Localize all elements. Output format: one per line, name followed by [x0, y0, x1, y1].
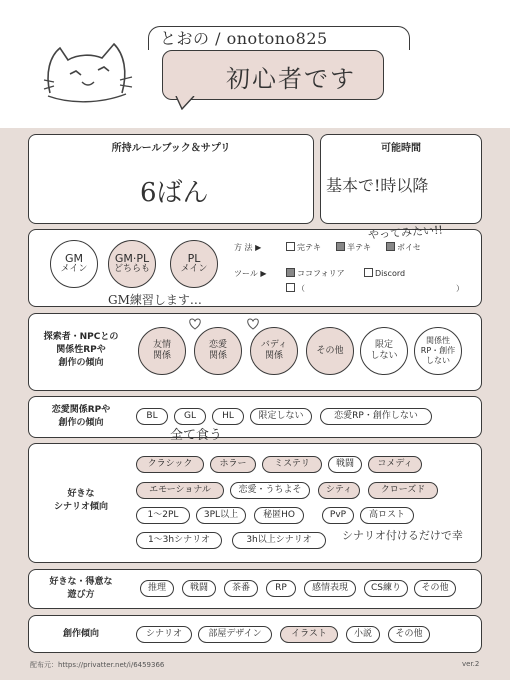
creation-room-design[interactable]: 部屋デザイン	[198, 626, 272, 643]
cat-doodle-icon	[40, 38, 140, 108]
rulebook-label: 所持ルールブック＆サプリ	[111, 143, 231, 154]
scenario-closed[interactable]: クローズド	[368, 482, 438, 499]
checkbox-checked-icon	[286, 268, 295, 277]
relation-buddy-l2: 関係	[264, 351, 283, 361]
scenario-3pl[interactable]: 3PL以上	[196, 507, 246, 524]
scenario-note: シナリオ付けるだけで幸	[342, 529, 463, 542]
relation-none-l3: しない	[426, 356, 450, 365]
relations-label	[34, 331, 128, 370]
tool-option-other[interactable]	[286, 283, 305, 294]
footer-version: ver.2	[462, 660, 480, 668]
relations-label-1: 探索者・NPCとの	[43, 332, 119, 342]
heart-doodle-icon	[188, 318, 202, 330]
romance-option-hl[interactable]: HL	[212, 408, 244, 425]
scenario-1-2pl[interactable]: 1〜2PL	[136, 507, 190, 524]
playstyle-chaban[interactable]: 茶番	[224, 580, 258, 597]
gmpl-label: GM·PL	[114, 252, 150, 265]
creation-illust[interactable]: イラスト	[280, 626, 338, 643]
scenario-3h-plus[interactable]: 3h以上シナリオ	[232, 532, 326, 549]
romance-option-unlimited[interactable]: 限定しない	[250, 408, 312, 425]
playstyle-label-1: 好きな・得意な	[49, 577, 113, 587]
gm-main-label: GM	[64, 252, 83, 265]
tool-option-cocofolia[interactable]	[286, 268, 345, 279]
checkbox-icon	[286, 283, 295, 292]
method-label: 方 法 ▶	[234, 243, 262, 252]
scenario-mystery[interactable]: ミステリ	[262, 456, 322, 473]
scenario-emotional[interactable]: エモーショナル	[136, 482, 224, 499]
method-option-kan-label: 完テキ	[297, 243, 321, 252]
handle-text: とおの / onotono825	[160, 29, 328, 48]
gmpl-sub: どちらも	[113, 264, 150, 274]
scenario-high-lost[interactable]: 高ロスト	[360, 507, 414, 524]
tool-option-discord[interactable]	[364, 268, 405, 278]
romance-option-bl[interactable]: BL	[136, 408, 168, 425]
scenario-city[interactable]: シティ	[318, 482, 360, 499]
playstyle-other[interactable]: その他	[414, 580, 456, 597]
method-option-han[interactable]	[336, 242, 371, 253]
creation-scenario[interactable]: シナリオ	[136, 626, 192, 643]
creation-label: 創作傾向	[62, 629, 99, 639]
relation-unlimited-l2: しない	[370, 351, 398, 361]
playstyle-label-2: 遊び方	[67, 590, 95, 600]
romance-label	[34, 404, 128, 430]
scenario-comedy[interactable]: コメディ	[368, 456, 422, 473]
romance-label-2: 創作の傾向	[58, 418, 104, 428]
romance-note: 全て食う	[170, 428, 223, 443]
pl-main-label: PL	[187, 252, 201, 265]
scenario-horror[interactable]: ホラー	[210, 456, 256, 473]
time-label: 可能時間	[381, 143, 421, 154]
relation-none[interactable]	[414, 327, 462, 375]
relation-unlimited[interactable]	[360, 327, 408, 375]
playstyle-emotion[interactable]: 感情表現	[304, 580, 356, 597]
scenario-pvp[interactable]: PvP	[322, 507, 354, 524]
relations-label-2: 関係性RPや	[56, 345, 106, 355]
scenario-label-1: 好きな	[67, 489, 95, 499]
creation-novel[interactable]: 小説	[346, 626, 380, 643]
tool-label: ツール ▶	[234, 269, 267, 278]
scenario-secret-ho[interactable]: 秘匿HO	[254, 507, 304, 524]
tool-other-open: （	[297, 284, 305, 293]
footer-source: 配布元：https://privatter.net/i/6459366	[30, 661, 165, 669]
rulebook-value: 6ばん	[140, 178, 209, 208]
pl-main-option[interactable]	[170, 240, 218, 288]
romance-option-none[interactable]: 恋愛RP・創作しない	[320, 408, 432, 425]
relation-friendship-l2: 関係	[152, 351, 171, 361]
scenario-romance[interactable]: 恋愛・うちよそ	[230, 482, 310, 499]
playstyle-battle[interactable]: 戦闘	[182, 580, 216, 597]
scenario-1-3h[interactable]: 1〜3hシナリオ	[136, 532, 222, 549]
scenario-classic[interactable]: クラシック	[136, 456, 204, 473]
relation-romance-l1: 恋愛	[208, 340, 227, 350]
checkbox-checked-icon	[386, 242, 395, 251]
romance-option-gl[interactable]: GL	[174, 408, 206, 425]
relations-label-3: 創作の傾向	[58, 358, 104, 368]
scenario-label	[34, 488, 128, 514]
creation-other[interactable]: その他	[388, 626, 430, 643]
gm-main-sub: メイン	[60, 264, 88, 274]
relation-other[interactable]	[306, 327, 354, 375]
tagline-text: 初心者です	[226, 65, 356, 93]
checkbox-icon	[364, 268, 373, 277]
scenario-battle[interactable]: 戦闘	[328, 456, 362, 473]
relation-other-l1: その他	[316, 345, 344, 356]
playstyle-deduction[interactable]: 推理	[140, 580, 174, 597]
heart-doodle-icon	[246, 318, 260, 330]
method-option-voice[interactable]	[386, 242, 421, 253]
playstyle-rp[interactable]: RP	[266, 580, 296, 597]
pl-main-sub: メイン	[180, 264, 208, 274]
playstyle-label	[34, 576, 128, 602]
playstyle-cs[interactable]: CS練り	[364, 580, 408, 597]
tool-option-cocofolia-label: ココフォリア	[297, 269, 345, 278]
romance-label-1: 恋愛関係RPや	[51, 405, 111, 415]
tool-option-discord-label: Discord	[375, 269, 406, 278]
method-option-voice-label: ボイセ	[397, 243, 421, 252]
method-note: やってみたい!!	[367, 223, 444, 242]
gm-main-option[interactable]	[50, 240, 98, 288]
tool-other-close: ）	[456, 284, 464, 293]
relation-buddy-l1: バディ	[260, 340, 288, 350]
time-value: 基本で!時以降	[326, 176, 429, 195]
gmpl-option[interactable]	[108, 240, 156, 288]
scenario-label-2: シナリオ傾向	[54, 502, 108, 512]
relation-unlimited-l1: 限定	[374, 340, 393, 350]
checkbox-checked-icon	[336, 242, 345, 251]
relation-none-l2: RP・創作	[420, 346, 456, 355]
method-option-han-label: 半テキ	[347, 243, 371, 252]
relation-romance-l2: 関係	[208, 351, 227, 361]
method-option-kan[interactable]	[286, 242, 321, 253]
relation-buddy[interactable]	[250, 327, 298, 375]
relation-friendship[interactable]	[138, 327, 186, 375]
relation-none-l1: 関係性	[426, 336, 450, 345]
relation-romance[interactable]	[194, 327, 242, 375]
speech-tail	[174, 96, 198, 110]
relation-friendship-l1: 友情	[152, 340, 171, 350]
gm-note: GM練習します…	[108, 293, 202, 307]
checkbox-icon	[286, 242, 295, 251]
